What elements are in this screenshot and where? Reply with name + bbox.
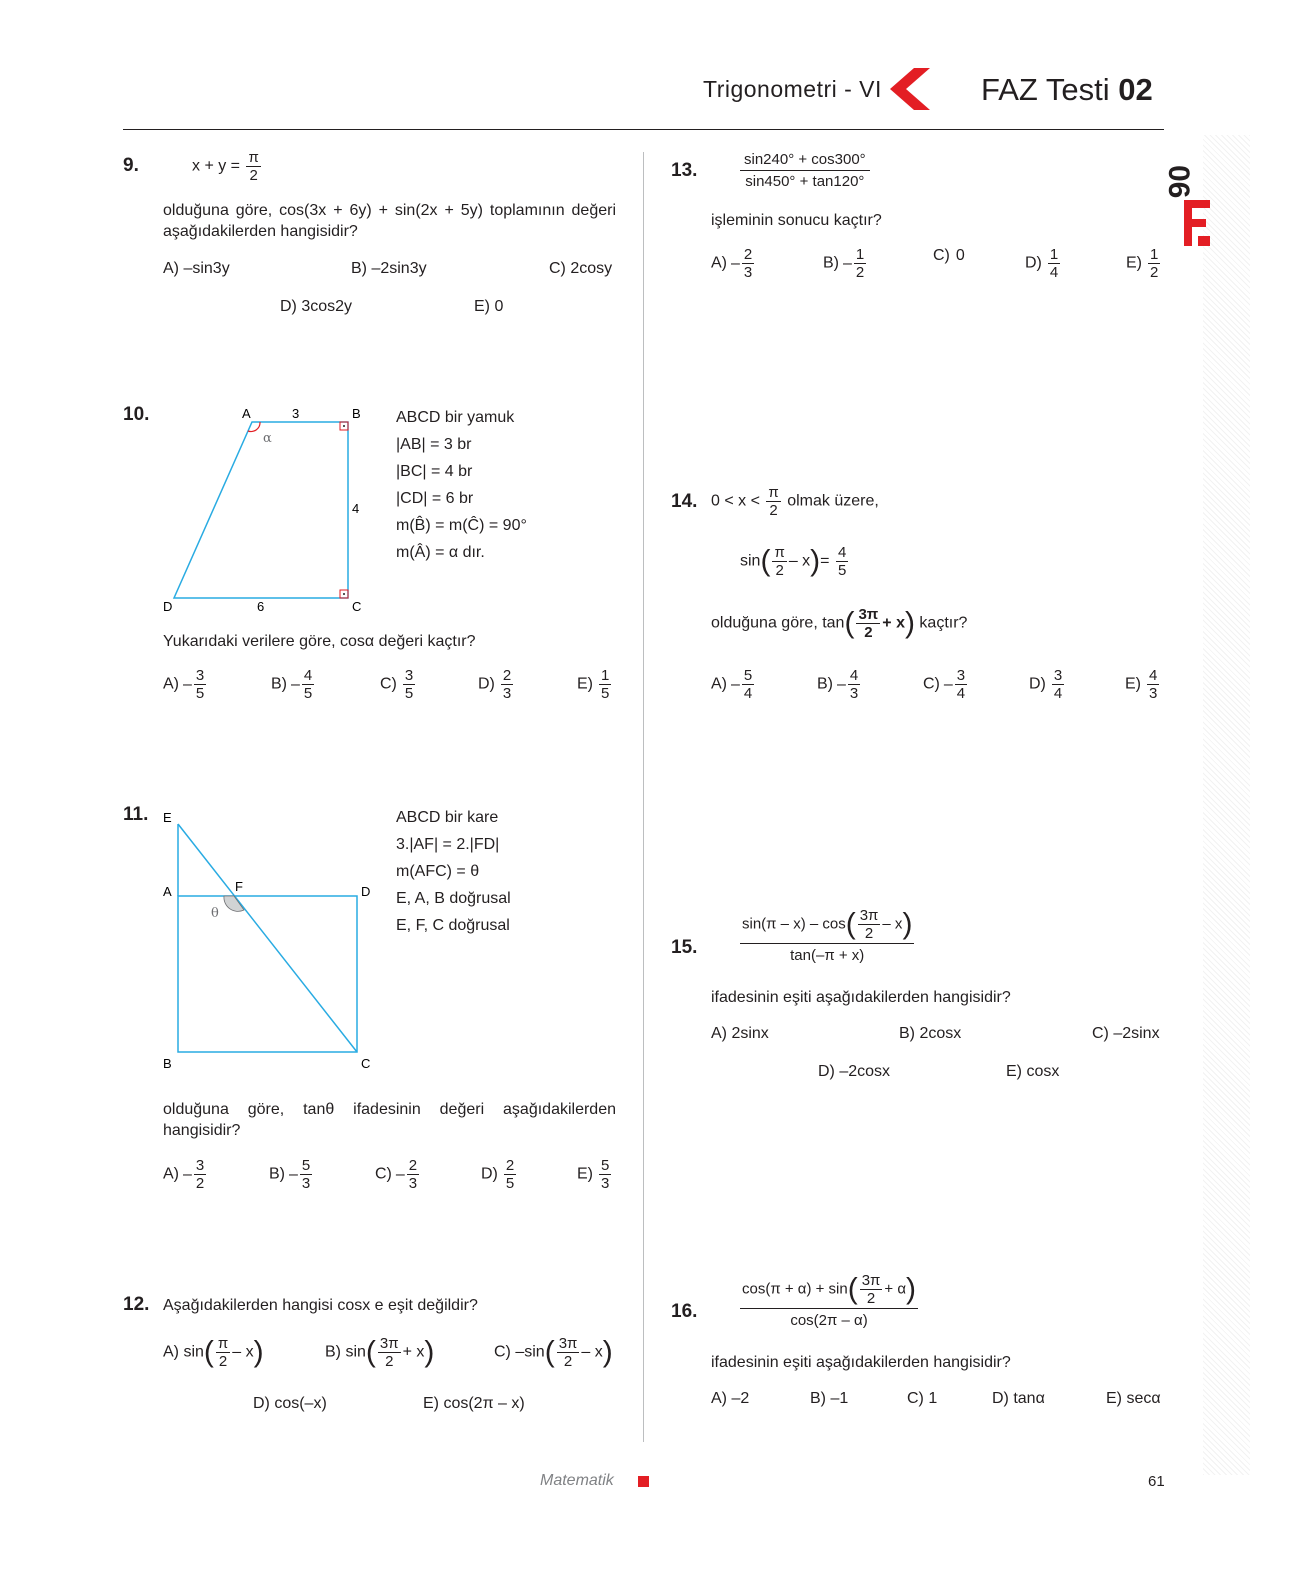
frac-den: 2	[218, 1353, 228, 1370]
frac-den: 5	[195, 685, 205, 702]
q9-text: olduğuna göre, cos(3x + 6y) + sin(2x + 5y) toplamının değeri aşağıdakilerden hangisidir?	[163, 202, 616, 240]
q9-given	[192, 150, 263, 183]
label-c: C	[361, 1056, 371, 1071]
option-sign: –	[289, 1165, 298, 1183]
q11-option-e[interactable]	[577, 1158, 613, 1191]
q12-text: Aşağıdakilerden hangisi cosx e eşit değildir?	[163, 1297, 478, 1314]
frac-num: 4	[849, 667, 859, 684]
q14-option-e[interactable]	[1125, 668, 1161, 701]
q13-option-b[interactable]	[823, 247, 868, 280]
frac-num: π	[217, 1335, 229, 1352]
test-title	[981, 72, 1153, 108]
q14-eq-pre: sin	[740, 552, 761, 570]
frac-num: 3	[195, 1157, 205, 1174]
q9-option-d[interactable]: D) 3cos2y	[280, 298, 353, 315]
frac-num: 3π	[558, 1335, 578, 1352]
q12-option-a-pre: A) sin	[163, 1343, 204, 1361]
q14-text-pre: olduğuna göre, tan	[711, 614, 845, 632]
q14-option-b[interactable]	[817, 668, 862, 701]
frac-den: 2	[769, 502, 778, 519]
option-letter: B)	[271, 675, 287, 693]
label-f: F	[235, 879, 243, 894]
frac-den: 4	[1049, 264, 1059, 281]
q14-option-d[interactable]	[1029, 668, 1066, 701]
label-b: B	[163, 1056, 172, 1071]
q14-eq-sign: =	[820, 552, 830, 570]
frac-num: 5	[601, 1157, 610, 1174]
q12-option-c-post: – x	[581, 1343, 603, 1361]
option-letter: D)	[481, 1165, 498, 1183]
q14-option-a[interactable]	[711, 668, 756, 701]
frac-num: 3	[195, 667, 205, 684]
q10-options	[163, 668, 623, 708]
frac-num: 2	[505, 1157, 515, 1174]
q9-number: 9.	[123, 155, 139, 176]
frac-den: 2	[195, 1175, 205, 1192]
side-code: 06	[1162, 165, 1195, 199]
q10-info-line: |AB| = 3 br	[396, 436, 472, 453]
q11-option-d[interactable]	[481, 1158, 518, 1191]
side-stripe	[1203, 135, 1250, 1475]
option-sign: –	[183, 1165, 192, 1183]
q14-number: 14.	[671, 491, 698, 512]
q15-text: ifadesinin eşiti aşağıdakilerden hangisidir?	[711, 989, 1011, 1006]
q12-option-a-post: – x	[232, 1343, 254, 1361]
q12-option-b-post: + x	[402, 1343, 425, 1361]
frac-num: 1	[1150, 246, 1159, 263]
q14-text-mid: + x	[882, 614, 905, 632]
frac-num: 3	[404, 667, 414, 684]
q14-text: olduğuna göre, tan( $\frac{3\pi}{2}$ + x) kaçtır?	[711, 606, 968, 641]
q15-option-c[interactable]: C) –2sinx	[1092, 1025, 1160, 1042]
frac-den: 2	[855, 264, 865, 281]
q10-text: Yukarıdaki verilere göre, cosα değeri kaçtır?	[163, 633, 476, 650]
q16-option-d[interactable]: D) tanα	[992, 1390, 1045, 1407]
column-divider	[643, 152, 644, 1442]
q10-info-line: m(Â) = α dır.	[396, 544, 485, 561]
q9-option-c[interactable]: C) 2cosy	[549, 260, 613, 277]
q10-info	[396, 404, 527, 566]
q11-info-line: ABCD bir kare	[396, 809, 499, 826]
frac-den: 2	[1150, 264, 1159, 281]
option-sign: –	[731, 675, 740, 693]
q13-option-d[interactable]	[1025, 247, 1062, 280]
label-bc: 4	[352, 501, 360, 516]
q10-option-c[interactable]	[380, 668, 417, 701]
q11-info-line: m(AFC) = θ	[396, 863, 480, 880]
frac-den: 2	[864, 925, 874, 942]
frac-den: 3	[743, 264, 753, 281]
q14-eq-mid: – x	[788, 552, 811, 570]
q16-option-b[interactable]: B) –1	[810, 1390, 849, 1407]
label-d: D	[163, 599, 173, 614]
q11-info-line: E, A, B doğrusal	[396, 890, 511, 907]
option-sign: –	[395, 1165, 405, 1183]
q15-denominator: tan(–π + x)	[790, 947, 865, 964]
q12-option-c[interactable]: C) –sin( $\frac{3\pi}{2}$ – x)	[494, 1335, 613, 1370]
option-letter: B)	[269, 1165, 285, 1183]
q16-expression	[740, 1273, 918, 1329]
q9-given-num: π	[248, 149, 259, 166]
q11-option-c[interactable]	[375, 1158, 421, 1191]
trapezoid-figure	[160, 400, 380, 620]
q13-options	[711, 247, 1171, 287]
frac-num: 4	[837, 544, 847, 561]
frac-den: 4	[1053, 685, 1063, 702]
option-letter: A)	[163, 675, 179, 693]
q14-equation: sin( $\frac{\pi}{2}$ – x)= $\frac{4}{5}$	[740, 544, 847, 579]
label-ab: 3	[292, 406, 300, 421]
q9-given-den: 2	[249, 167, 258, 184]
q12-option-a[interactable]: A) sin( $\frac{\pi}{2}$ – x)	[163, 1335, 264, 1370]
option-letter: E)	[577, 675, 593, 693]
frac-den: 3	[502, 685, 512, 702]
test-number: 02	[1118, 72, 1153, 107]
q14-cond-pre: 0 < x <	[711, 492, 760, 510]
frac-den: 2	[864, 624, 873, 641]
footer-square-icon	[638, 1476, 649, 1487]
q11-text: olduğuna göre, tanθ ifadesinin değeri aşağıdakilerden hangisidir?	[163, 1101, 616, 1139]
option-letter: C)	[380, 675, 397, 693]
option-letter: A)	[711, 675, 727, 693]
frac-den: 5	[404, 685, 414, 702]
option-letter: D)	[1025, 254, 1042, 272]
footer-subject: Matematik	[540, 1472, 614, 1489]
section-title: Trigonometri - VI	[703, 76, 882, 102]
q12-option-b[interactable]: B) sin( $\frac{3\pi}{2}$ + x)	[325, 1335, 435, 1370]
frac-den: 3	[849, 685, 859, 702]
frac-num: 1	[601, 667, 610, 684]
frac-num: π	[774, 544, 785, 561]
q15-numerator: sin(π – x) – cos( $\frac{3\pi}{2}$ – x)	[742, 907, 913, 942]
frac-den: 2	[775, 562, 784, 579]
frac-num: 2	[743, 246, 753, 263]
option-letter: C)	[375, 1165, 392, 1183]
option-sign: –	[843, 254, 852, 272]
frac-den: 3	[408, 1175, 418, 1192]
square-figure	[158, 806, 383, 1076]
option-letter: B)	[817, 675, 833, 693]
q14-option-c[interactable]	[923, 668, 969, 701]
q16-option-a[interactable]: A) –2	[711, 1390, 750, 1407]
q15-num-pre: sin(π – x) – cos	[742, 915, 846, 933]
option-letter: C)	[933, 247, 950, 264]
q9-option-b[interactable]: B) –2sin3y	[351, 260, 427, 277]
q13-number: 13.	[671, 160, 698, 181]
q10-info-line: |CD| = 6 br	[396, 490, 474, 507]
q13-option-a[interactable]	[711, 247, 756, 280]
q11-options	[163, 1158, 623, 1198]
q16-option-e[interactable]: E) secα	[1106, 1390, 1161, 1407]
q10-info-line: ABCD bir yamuk	[396, 409, 515, 426]
option-letter: A)	[163, 1165, 179, 1183]
q11-info	[396, 804, 511, 939]
q15-expression	[740, 908, 914, 964]
frac-den: 5	[303, 685, 313, 702]
q13-denominator: sin450° + tan120°	[745, 173, 865, 190]
frac-num: 4	[1149, 667, 1158, 684]
frac-num: 5	[301, 1157, 311, 1174]
q14-text-post: kaçtır?	[919, 614, 968, 632]
q13-numerator: sin240° + cos300°	[740, 151, 870, 171]
q10-number: 10.	[123, 404, 150, 425]
frac-num: 3π	[379, 1335, 399, 1352]
q15-option-d[interactable]: D) –2cosx	[818, 1063, 891, 1080]
q13-expression	[740, 151, 870, 190]
q16-num-pre: cos(π + α) + sin	[742, 1280, 848, 1298]
q11-option-b[interactable]	[269, 1158, 314, 1191]
label-c: C	[352, 599, 362, 614]
q10-option-e[interactable]	[577, 668, 613, 701]
q15-num-post: – x	[882, 915, 903, 933]
frac-den: 3	[301, 1175, 311, 1192]
q10-option-b[interactable]	[271, 668, 316, 701]
option-sign: –	[291, 675, 300, 693]
frac-den: 3	[601, 1175, 610, 1192]
option-sign: –	[183, 675, 192, 693]
q10-info-line: |BC| = 4 br	[396, 463, 473, 480]
frac-den: 5	[505, 1175, 515, 1192]
q9-option-a[interactable]: A) –sin3y	[163, 260, 230, 277]
frac-den: 5	[837, 562, 847, 579]
q10-option-a[interactable]	[163, 668, 208, 701]
label-a: A	[242, 406, 251, 421]
frac-den: 3	[1149, 685, 1158, 702]
q16-numerator: cos(π + α) + sin( $\frac{3\pi}{2}$ + α)	[742, 1272, 917, 1307]
frac-num: 1	[1049, 246, 1059, 263]
q9-option-e[interactable]: E) 0	[474, 298, 504, 315]
q10-option-d[interactable]	[478, 668, 515, 701]
q14-condition	[711, 485, 879, 518]
q16-option-c[interactable]: C) 1	[907, 1390, 938, 1407]
option-letter: A)	[711, 254, 727, 272]
q14-options	[711, 668, 1171, 708]
option-sign: –	[731, 254, 740, 272]
q16-denominator: cos(2π – α)	[790, 1312, 868, 1329]
option-letter: E)	[1126, 254, 1142, 272]
label-d: D	[361, 884, 371, 899]
q11-number: 11.	[123, 804, 149, 825]
frac-num: 3π	[858, 606, 879, 623]
frac-den: 4	[743, 685, 753, 702]
label-dc: 6	[257, 599, 265, 614]
frac-num: 1	[855, 246, 865, 263]
option-letter: E)	[1125, 675, 1141, 693]
frac-den: 2	[866, 1290, 876, 1307]
q13-option-c[interactable]	[933, 247, 965, 265]
frac-den: 2	[385, 1353, 394, 1370]
q15-number: 15.	[671, 937, 698, 958]
option-sign: –	[943, 675, 953, 693]
q15-option-a[interactable]: A) 2sinx	[711, 1025, 769, 1042]
frac-num: 2	[502, 667, 512, 684]
label-e: E	[163, 810, 172, 825]
q10-info-line: m(B̂) = m(Ĉ) = 90°	[396, 517, 527, 534]
label-b: B	[352, 406, 361, 421]
q9-given-lhs: x + y =	[192, 157, 241, 175]
q12-option-c-pre: C) –sin	[494, 1343, 545, 1361]
frac-num: 3	[956, 667, 966, 684]
option-letter: E)	[577, 1165, 593, 1183]
header-rule	[123, 129, 1164, 130]
frac-den: 5	[601, 685, 610, 702]
frac-den: 4	[956, 685, 966, 702]
frac-num: 5	[743, 667, 753, 684]
q12-option-e[interactable]: E) cos(2π – x)	[423, 1395, 525, 1412]
q13-text: işleminin sonucu kaçtır?	[711, 212, 882, 229]
frac-num: π	[768, 484, 779, 501]
q16-number: 16.	[671, 1301, 698, 1322]
label-a: A	[163, 884, 172, 899]
q15-option-b[interactable]: B) 2cosx	[899, 1025, 962, 1042]
chevron-left-icon	[886, 66, 932, 112]
frac-num: 3π	[859, 907, 879, 924]
frac-num: 2	[408, 1157, 418, 1174]
option-sign: –	[837, 675, 846, 693]
q16-text: ifadesinin eşiti aşağıdakilerden hangisidir?	[711, 1354, 1011, 1371]
option-letter: C)	[923, 675, 940, 693]
label-alpha: α	[263, 431, 272, 446]
frac-num: 3	[1053, 667, 1063, 684]
brand-logo	[1184, 200, 1214, 250]
option-value: 0	[955, 247, 965, 264]
frac-num: 4	[303, 667, 313, 684]
q12-number: 12.	[123, 1294, 150, 1315]
q14-cond-post: olmak üzere,	[787, 492, 879, 510]
label-theta: θ	[211, 906, 219, 921]
q13-option-e[interactable]	[1126, 247, 1162, 280]
q11-option-a[interactable]	[163, 1158, 208, 1191]
q15-option-e[interactable]: E) cosx	[1006, 1063, 1060, 1080]
q12-option-b-pre: B) sin	[325, 1343, 366, 1361]
frac-num: 3π	[861, 1272, 881, 1289]
q12-option-d[interactable]: D) cos(–x)	[253, 1395, 327, 1412]
option-letter: B)	[823, 254, 839, 272]
test-label: FAZ Testi	[981, 72, 1110, 107]
q16-num-post: + α	[884, 1280, 907, 1298]
option-letter: D)	[1029, 675, 1046, 693]
page-number: 61	[1148, 1473, 1165, 1490]
q11-info-line: 3.|AF| = 2.|FD|	[396, 836, 500, 853]
q11-info-line: E, F, C doğrusal	[396, 917, 510, 934]
frac-den: 2	[563, 1353, 573, 1370]
option-letter: D)	[478, 675, 495, 693]
